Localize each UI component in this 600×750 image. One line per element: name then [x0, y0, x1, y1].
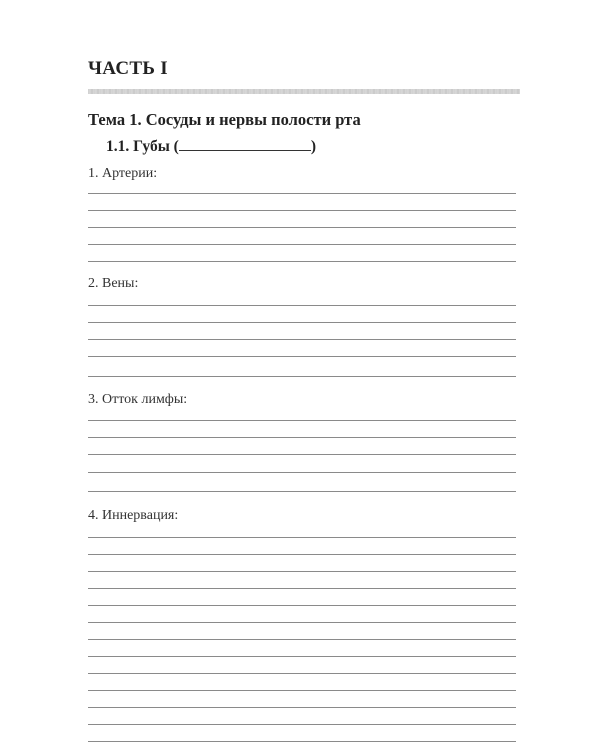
- answer-line[interactable]: [88, 244, 516, 245]
- answer-line[interactable]: [88, 376, 516, 377]
- answer-line[interactable]: [88, 472, 516, 473]
- answer-line[interactable]: [88, 673, 516, 674]
- subtopic-suffix: ): [310, 138, 317, 155]
- answer-line[interactable]: [88, 454, 516, 455]
- part-divider: [88, 89, 520, 94]
- answer-line[interactable]: [88, 690, 516, 691]
- answer-line[interactable]: [88, 724, 516, 725]
- answer-line[interactable]: [88, 622, 516, 623]
- answer-line[interactable]: [88, 707, 516, 708]
- answer-line[interactable]: [88, 227, 516, 228]
- answer-line[interactable]: [88, 210, 516, 211]
- answer-line[interactable]: [88, 339, 516, 340]
- answer-line[interactable]: [88, 656, 516, 657]
- answer-line[interactable]: [88, 537, 516, 538]
- section-lymph-label: 3. Отток лимфы:: [88, 392, 188, 407]
- answer-line[interactable]: [88, 356, 516, 357]
- answer-line[interactable]: [88, 605, 516, 606]
- answer-line[interactable]: [88, 437, 516, 438]
- subtopic-heading: [106, 138, 316, 156]
- answer-line[interactable]: [88, 741, 516, 742]
- answer-line[interactable]: [88, 491, 516, 492]
- topic-title: Тема 1. Сосуды и нервы полости рта: [88, 110, 361, 129]
- answer-line[interactable]: [88, 261, 516, 262]
- answer-line[interactable]: [88, 420, 516, 421]
- section-arteries-label: 1. Артерии:: [88, 166, 158, 181]
- section-innervation-label: 4. Иннервация:: [88, 508, 179, 523]
- answer-line[interactable]: [88, 588, 516, 589]
- answer-line[interactable]: [88, 193, 516, 194]
- section-veins-label: 2. Вены:: [88, 276, 139, 291]
- answer-line[interactable]: [88, 639, 516, 640]
- subtopic-blank-field[interactable]: [179, 138, 311, 151]
- answer-line[interactable]: [88, 322, 516, 323]
- answer-line[interactable]: [88, 571, 516, 572]
- answer-line[interactable]: [88, 554, 516, 555]
- subtopic-prefix: 1.1. Губы (: [106, 138, 179, 155]
- answer-line[interactable]: [88, 305, 516, 306]
- part-title: ЧАСТЬ I: [88, 58, 168, 79]
